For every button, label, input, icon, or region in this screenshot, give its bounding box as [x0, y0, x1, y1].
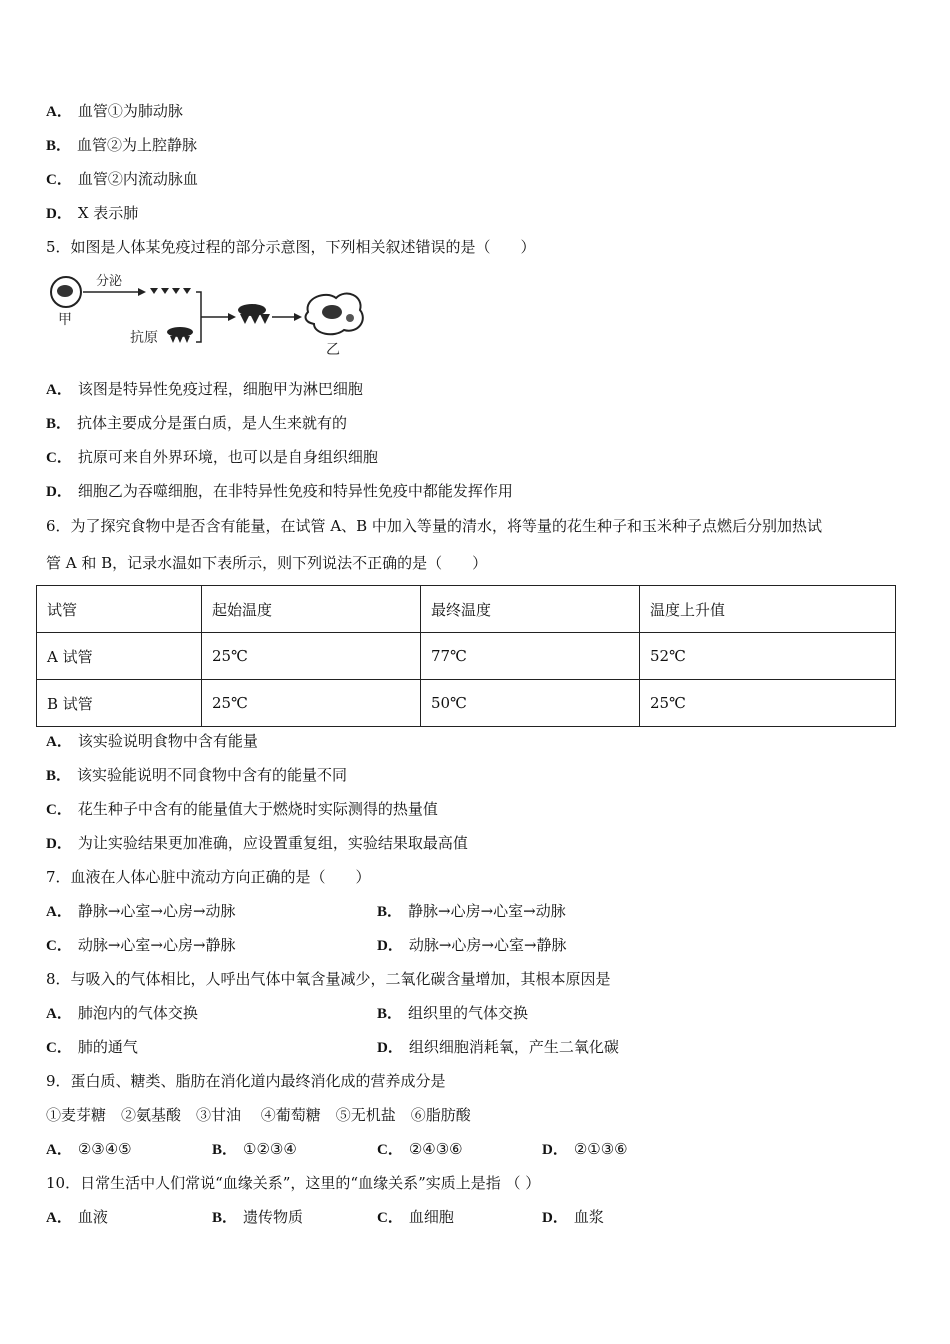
q6-option-b: B． 该实验能说明不同食物中含有的能量不同	[46, 766, 348, 784]
q8-stem: 8．与吸入的气体相比，人呼出气体中氧含量减少，二氧化碳含量增加，其根本原因是	[46, 970, 611, 988]
q5-option-c: C． 抗原可来自外界环境，也可以是自身组织细胞	[46, 448, 378, 466]
table-header-cell: 温度上升值	[640, 586, 896, 633]
table-cell: 52℃	[640, 633, 896, 680]
q4-option-d: D． X 表示肺	[46, 204, 139, 222]
table-header-cell: 试管	[37, 586, 202, 633]
q8-option-b: B． 组织里的气体交换	[377, 1004, 529, 1022]
q6-option-d: D． 为让实验结果更加准确，应设置重复组，实验结果取最高值	[46, 834, 468, 852]
table-cell: 50℃	[421, 680, 640, 727]
q9-stem: 9．蛋白质、糖类、脂肪在消化道内最终消化成的营养成分是	[46, 1072, 446, 1090]
q9-option-c: C． ②④③⑥	[377, 1140, 463, 1158]
q7-option-c: C． 动脉→心室→心房→静脉	[46, 936, 236, 954]
q6-option-a: A． 该实验说明食物中含有能量	[46, 732, 258, 750]
q10-option-b: B． 遗传物质	[212, 1208, 304, 1226]
q8-option-d: D． 组织细胞消耗氧，产生二氧化碳	[377, 1038, 619, 1056]
q4-option-b: B． 血管②为上腔静脉	[46, 136, 198, 154]
q5-option-b: B． 抗体主要成分是蛋白质，是人生来就有的	[46, 414, 348, 432]
q7-option-a: A． 静脉→心室→心房→动脉	[46, 902, 236, 920]
table-row	[37, 633, 896, 680]
table-cell: B 试管	[37, 680, 202, 727]
q10-option-c: C． 血细胞	[377, 1208, 454, 1226]
q8-option-c: C． 肺的通气	[46, 1038, 138, 1056]
table-header-cell: 起始温度	[202, 586, 421, 633]
cell-b-label: 乙	[326, 342, 340, 358]
q7-option-b: B． 静脉→心房→心室→动脉	[377, 902, 566, 920]
q5-stem: 5．如图是人体某免疫过程的部分示意图，下列相关叙述错误的是（ ）	[46, 238, 536, 256]
q9-option-a: A． ②③④⑤	[46, 1140, 132, 1158]
q9-option-b: B． ①②③④	[212, 1140, 297, 1158]
q8-option-a: A． 肺泡内的气体交换	[46, 1004, 198, 1022]
antigen-label: 抗原	[130, 330, 158, 346]
q6-stem-line2: 管 A 和 B，记录水温如下表所示，则下列说法不正确的是（ ）	[46, 554, 488, 572]
q9-option-d: D． ②①③⑥	[542, 1140, 628, 1158]
q4-option-c: C． 血管②内流动脉血	[46, 170, 198, 188]
q9-items: ①麦芽糖 ②氨基酸 ③甘油 ④葡萄糖 ⑤无机盐 ⑥脂肪酸	[46, 1106, 471, 1124]
table-header-cell: 最终温度	[421, 586, 640, 633]
q6-stem-line1: 6．为了探究食物中是否含有能量，在试管 A、B 中加入等量的清水，将等量的花生种子和玉米种子点燃后分别加热试	[46, 517, 822, 535]
q6-temperature-table	[36, 585, 896, 727]
q7-stem: 7．血液在人体心脏中流动方向正确的是（ ）	[46, 868, 371, 886]
q10-option-a: A． 血液	[46, 1208, 108, 1226]
table-cell: 25℃	[640, 680, 896, 727]
bracket	[196, 292, 208, 342]
q6-option-c: C． 花生种子中含有的能量值大于燃烧时实际测得的热量值	[46, 800, 438, 818]
secrete-label: 分泌	[96, 274, 123, 289]
q5-option-d: D． 细胞乙为吞噬细胞，在非特异性免疫和特异性免疫中都能发挥作用	[46, 482, 513, 500]
antibody-icons	[150, 288, 191, 294]
antigen-icon	[167, 327, 193, 343]
table-cell: 25℃	[202, 633, 421, 680]
q5-option-a: A． 该图是特异性免疫过程，细胞甲为淋巴细胞	[46, 380, 363, 398]
table-cell: A 试管	[37, 633, 202, 680]
antigen-antibody-complex-icon	[238, 304, 270, 324]
table-row	[37, 680, 896, 727]
q4-option-a: A． 血管①为肺动脉	[46, 102, 183, 120]
cell-a-nucleus-icon	[57, 285, 73, 297]
table-cell: 77℃	[421, 633, 640, 680]
table-cell: 25℃	[202, 680, 421, 727]
q7-option-d: D． 动脉→心房→心室→静脉	[377, 936, 567, 954]
cell-a-label: 甲	[58, 312, 72, 328]
table-header-row	[37, 586, 896, 633]
immune-process-diagram	[46, 270, 376, 360]
q10-stem: 10．日常生活中人们常说“血缘关系”，这里的“血缘关系”实质上是指 （ ）	[46, 1174, 541, 1192]
q10-option-d: D． 血浆	[542, 1208, 604, 1226]
